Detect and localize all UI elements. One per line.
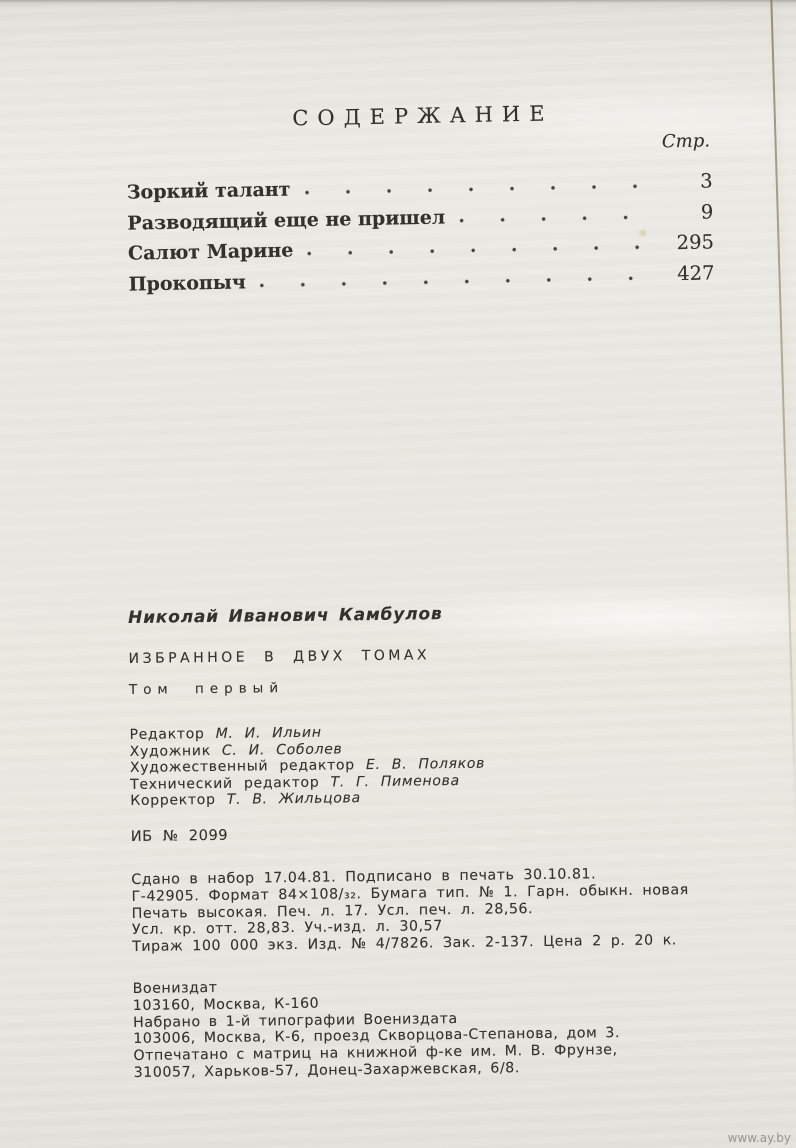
publisher-line: 103006, Москва, К-6, проезд Скворцова-Степанова, дом 3.: [133, 1025, 621, 1048]
staff-person: Т. Г. Пименова: [330, 772, 460, 791]
staff-person: Е. В. Поляков: [365, 755, 486, 774]
publisher-line: 103160, Москва, К-160: [132, 995, 320, 1014]
page-column-header: Стр.: [661, 130, 711, 153]
staff-role: Технический редактор: [130, 774, 320, 793]
print-info-line: Г-42905. Формат 84×108/₃₂. Бумага тип. № 1. Гарн. обыкн. новая: [131, 881, 689, 905]
staff-role: Художник: [129, 742, 211, 760]
toc-entry-page: 295: [676, 230, 715, 255]
dot-leader: [459, 214, 651, 223]
print-info-line: Печать высокая. Печ. л. 17. Усл. печ. л. 28,56.: [131, 900, 534, 922]
publisher-line: 310057, Харьков-57, Донец-Захаржевская, 6/8.: [133, 1060, 520, 1081]
dot-leader: [260, 275, 653, 288]
staff-role: Корректор: [130, 792, 216, 810]
publisher-line: Воениздат: [132, 979, 218, 997]
page-edge-line: [770, 0, 796, 838]
staff-person: М. И. Ильин: [215, 724, 322, 742]
print-info-block: [131, 865, 732, 956]
toc-entry-title: Прокопыч: [128, 270, 246, 296]
toc-entry-title: Разводящий еще не пришел: [127, 206, 446, 235]
ib-number: ИБ № 2099: [130, 827, 229, 845]
dot-leader: [307, 245, 652, 257]
print-info-line: Сдано в набор 17.04.81. Подписано в печать 30.10.81.: [131, 866, 597, 888]
publisher-block: [133, 974, 734, 1082]
colophon: [128, 601, 734, 1082]
dot-leader: [304, 184, 650, 196]
author-name: Николай Иванович Камбулов: [128, 604, 443, 628]
staff-list: [129, 720, 730, 810]
staff-person: Т. В. Жильцова: [226, 790, 361, 809]
toc-entry-page: 3: [700, 169, 713, 193]
toc-entry-page: 9: [700, 199, 714, 224]
edition-title: ИЗБРАННОЕ В ДВУХ ТОМАХ: [128, 647, 431, 667]
contents-list: [127, 166, 715, 299]
print-info-line: Усл. кр. отт. 28,83. Уч.-изд. л. 30,57: [131, 918, 443, 939]
staff-role: Художественный редактор: [129, 757, 355, 777]
toc-entry-title: Зоркий талант: [126, 178, 291, 204]
publisher-line: Отпечатано с матриц на книжной ф-ке им. М. В. Фрунзе,: [133, 1042, 618, 1065]
toc-entry-page: 427: [677, 260, 715, 285]
table-of-contents: [125, 96, 715, 299]
print-info-line: Тираж 100 000 экз. Изд. № 4/7826. Зак. 2-137. Цена 2 р. 20 к.: [132, 932, 677, 956]
volume-label: Том первый: [128, 680, 285, 698]
staff-person: С. И. Соболев: [221, 740, 343, 759]
toc-entry-title: Салют Марине: [127, 239, 294, 265]
publisher-line: Набрано в 1-й типографии Воениздата: [132, 1010, 458, 1031]
staff-role: Редактор: [129, 726, 205, 743]
contents-title: СОДЕРЖАНИЕ: [292, 101, 554, 131]
site-watermark: www.ay.by: [727, 1131, 791, 1145]
